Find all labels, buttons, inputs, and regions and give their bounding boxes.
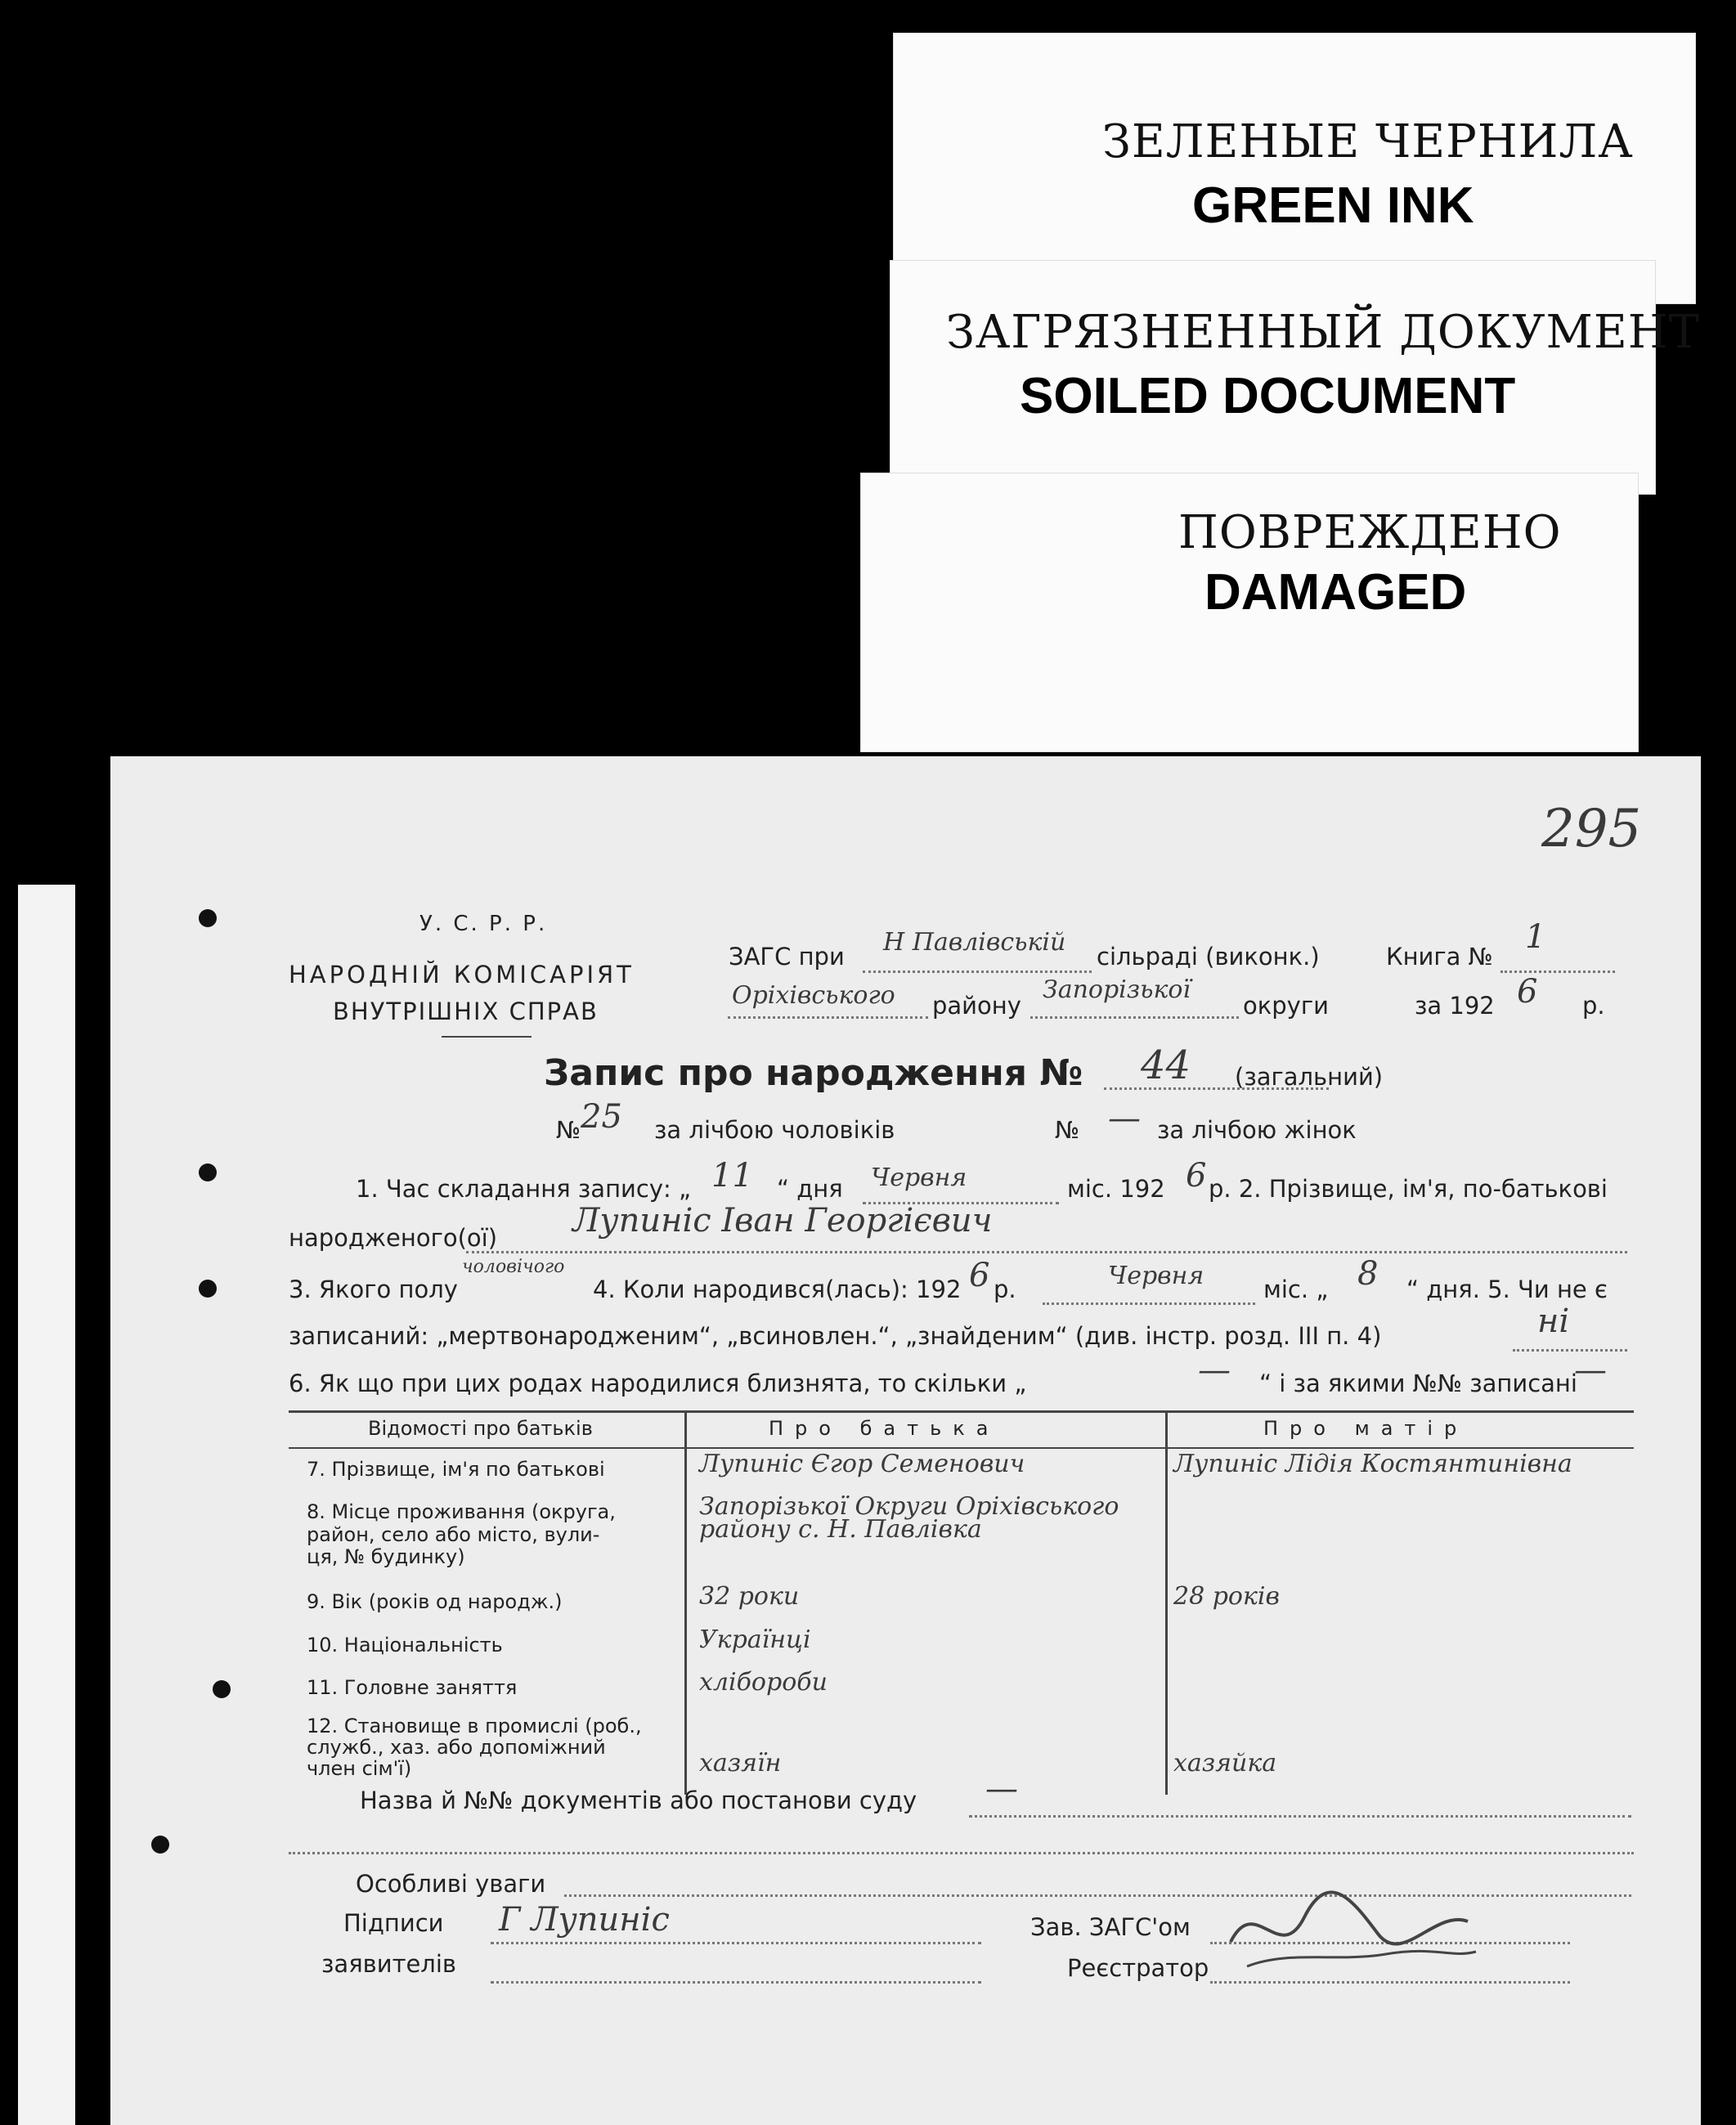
signatures-dotted-2 bbox=[491, 1981, 981, 1984]
field-4-day-label: “ дня. 5. Чи не є bbox=[1406, 1275, 1608, 1303]
signatures-label-1: Підписи bbox=[343, 1909, 444, 1937]
field-1-day-label: “ дня bbox=[777, 1175, 843, 1203]
punch-hole bbox=[199, 1280, 217, 1298]
year-suffix: р. bbox=[1582, 992, 1605, 1020]
table-row-label: служб., хаз. або допоміжний bbox=[307, 1736, 606, 1759]
table-row-father: району с. Н. Павлівка bbox=[699, 1515, 982, 1544]
annotation-card-soiled bbox=[890, 260, 1700, 495]
table-col3-header: Про матір bbox=[1263, 1417, 1469, 1440]
card-russian-text: ПОВРЕЖДЕНО bbox=[1178, 506, 1562, 559]
table-top-border bbox=[289, 1410, 1634, 1413]
table-header-border bbox=[289, 1447, 1634, 1449]
okrug-dotted bbox=[1030, 1016, 1239, 1019]
silradi-label: сільраді (виконк.) bbox=[1097, 943, 1320, 971]
table-row-label: 7. Прізвище, ім'я по батькові bbox=[307, 1458, 605, 1481]
punch-hole bbox=[199, 1163, 217, 1181]
field-5-value: ні bbox=[1537, 1302, 1570, 1340]
commissariat-line2: ВНУТРІШНІХ СПРАВ bbox=[333, 997, 599, 1025]
documents-value: — bbox=[985, 1770, 1018, 1808]
male-count-label: за лічбою чоловіків bbox=[654, 1116, 895, 1144]
table-row-label: 11. Головне заняття bbox=[307, 1676, 518, 1699]
registrar-dotted bbox=[1210, 1981, 1570, 1984]
field-1-year: 6 bbox=[1186, 1157, 1207, 1195]
raion-value: Оріхівського bbox=[732, 981, 895, 1010]
annotation-card-damaged bbox=[860, 473, 1639, 752]
record-title: Запис про народження № bbox=[544, 1052, 1083, 1094]
field-3-value: чоловічого bbox=[462, 1257, 565, 1277]
signatures-value: Г Лупиніс bbox=[499, 1901, 670, 1939]
table-row-father: Запорізької Округи Оріхівського bbox=[699, 1492, 1119, 1521]
commissariat-line1: НАРОДНІЙ КОМІСАРІЯТ bbox=[289, 961, 635, 989]
zags-label: ЗАГС при bbox=[729, 943, 845, 971]
documents-label: Назва й №№ документів або постанови суду bbox=[360, 1787, 917, 1814]
female-count-value: — bbox=[1108, 1100, 1141, 1137]
official-signature bbox=[1222, 1876, 1484, 1975]
field-4-r: р. bbox=[994, 1275, 1016, 1303]
field-4-day: 8 bbox=[1357, 1255, 1379, 1293]
book-value: 1 bbox=[1525, 918, 1546, 956]
notes-label: Особливі уваги bbox=[356, 1870, 546, 1898]
field-6-label: 6. Як що при цих родах народилися близнята, то скільки „ bbox=[289, 1370, 1027, 1397]
field-1-day: 11 bbox=[711, 1157, 753, 1195]
field-2-label: р. 2. Прізвище, ім'я, по-батькові bbox=[1209, 1175, 1608, 1203]
head-label: Зав. ЗАГС'ом bbox=[1030, 1913, 1191, 1941]
table-row-mother: хазяйка bbox=[1173, 1749, 1277, 1778]
table-row-label: район, село або місто, вули- bbox=[307, 1523, 600, 1546]
year-label: за 192 bbox=[1415, 992, 1495, 1020]
general-label: (загальний) bbox=[1235, 1063, 1384, 1091]
signatures-label-2: заявителів bbox=[321, 1950, 456, 1978]
okrug-label: округи bbox=[1243, 992, 1329, 1020]
punch-hole bbox=[151, 1836, 169, 1854]
card-english-text: GREEN INK bbox=[1192, 177, 1474, 234]
field-6-value1: — bbox=[1198, 1352, 1231, 1389]
birth-record-form bbox=[110, 756, 1701, 2125]
archive-page-number: 295 bbox=[1541, 799, 1642, 859]
punch-hole bbox=[199, 909, 217, 927]
card-english-text: SOILED DOCUMENT bbox=[1020, 368, 1516, 424]
documents-dotted bbox=[969, 1815, 1631, 1818]
table-row-label: 10. Національність bbox=[307, 1634, 503, 1657]
field-4-mis: міс. „ bbox=[1263, 1275, 1329, 1303]
record-number: 44 bbox=[1141, 1042, 1191, 1088]
field-2-dotted bbox=[466, 1251, 1627, 1253]
zags-dotted bbox=[863, 971, 1092, 973]
table-row-father: хазяїн bbox=[699, 1749, 782, 1778]
table-row-label: 12. Становище в промислі (роб., bbox=[307, 1715, 642, 1737]
card-russian-text: ЗЕЛЕНЫЕ ЧЕРНИЛА bbox=[1102, 115, 1634, 168]
punch-hole bbox=[213, 1680, 231, 1698]
field-5-label: записаний: „мертвонародженим“, „всиновлен.“, „знайденим“ (див. інстр. розд. III п. 4) bbox=[289, 1322, 1382, 1350]
field-4-month: Червня bbox=[1108, 1262, 1204, 1290]
field-1-month: Червня bbox=[871, 1163, 967, 1192]
field-2-value: Лупиніс Іван Георгієвич bbox=[572, 1202, 993, 1240]
field-6-label2: “ і за якими №№ записані bbox=[1259, 1370, 1577, 1397]
table-divider-2 bbox=[1165, 1410, 1168, 1795]
female-no: № bbox=[1055, 1116, 1080, 1144]
table-row-mother: 28 років bbox=[1173, 1582, 1280, 1611]
female-count-label: за лічбою жінок bbox=[1157, 1116, 1357, 1144]
table-divider-1 bbox=[684, 1410, 687, 1795]
raion-dotted bbox=[728, 1016, 928, 1019]
field-1-year-label: міс. 192 bbox=[1067, 1175, 1165, 1203]
field-3-label: 3. Якого полу bbox=[289, 1275, 458, 1303]
adjacent-page-edge bbox=[18, 885, 75, 2125]
field-4-year: 6 bbox=[969, 1257, 990, 1294]
signatures-dotted-1 bbox=[491, 1942, 981, 1944]
year-value: 6 bbox=[1517, 973, 1538, 1011]
table-col2-header: Про батька bbox=[769, 1417, 1000, 1440]
field-4-label: 4. Коли народився(лась): 192 bbox=[593, 1275, 962, 1303]
zags-value: Н Павлівській bbox=[883, 928, 1066, 957]
table-col1-header: Відомості про батьків bbox=[368, 1417, 593, 1440]
table-row-father: хлібороби bbox=[699, 1668, 828, 1697]
field-1-label: 1. Час складання запису: „ bbox=[356, 1175, 691, 1203]
field-5-dotted bbox=[1513, 1349, 1627, 1352]
table-row-father: Українці bbox=[699, 1625, 811, 1654]
header-underline bbox=[442, 1036, 532, 1038]
book-label: Книга № bbox=[1386, 943, 1493, 971]
male-count-value: 25 bbox=[581, 1098, 622, 1136]
card-russian-text: ЗАГРЯЗНЕННЫЙ ДОКУМЕНТ bbox=[946, 306, 1700, 359]
card-english-text: DAMAGED bbox=[1204, 564, 1467, 621]
registrar-label: Реєстратор bbox=[1067, 1954, 1209, 1982]
male-no: № bbox=[556, 1116, 581, 1144]
table-row-father: 32 роки bbox=[699, 1582, 800, 1611]
documents-dotted-2 bbox=[289, 1852, 1634, 1854]
republic-label: У. С. Р. Р. bbox=[419, 912, 548, 936]
raion-label: району bbox=[932, 992, 1021, 1020]
field-4-month-dotted bbox=[1043, 1302, 1255, 1305]
table-row-label: член сім'ї) bbox=[307, 1757, 412, 1780]
table-row-father: Лупиніс Єгор Семенович bbox=[699, 1450, 1025, 1478]
table-row-mother: Лупиніс Лідія Костянтинівна bbox=[1173, 1450, 1572, 1478]
table-row-label: 9. Вік (років од народж.) bbox=[307, 1590, 563, 1613]
field-2-label2: народженого(ої) bbox=[289, 1224, 498, 1252]
field-6-value2: — bbox=[1574, 1352, 1607, 1389]
table-row-label: ця, № будинку) bbox=[307, 1545, 465, 1568]
okrug-value: Запорізької bbox=[1043, 975, 1191, 1004]
table-row-label: 8. Місце проживання (округа, bbox=[307, 1500, 616, 1523]
